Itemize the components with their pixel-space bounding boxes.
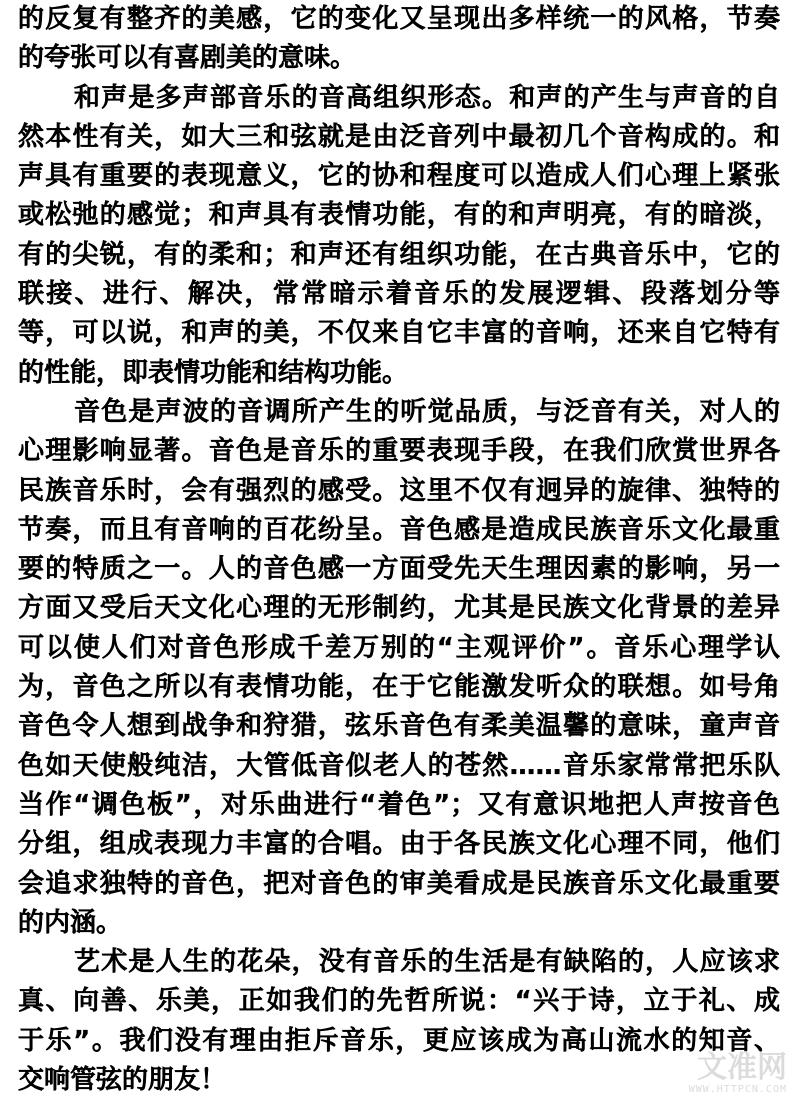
text-line: 的性能，即表情功能和结构功能。	[18, 357, 409, 388]
paragraph	[18, 79, 780, 393]
text-line: 声具有重要的表现意义，它的协和程度可以造成人们心理上紧张	[18, 161, 780, 192]
text-line: 色如天使般纯洁，大管低音似老人的苍然……音乐家常常把乐队	[18, 750, 780, 781]
watermark-logo	[689, 1052, 787, 1095]
text-line: 或松弛的感觉；和声具有表情功能，有的和声明亮，有的暗淡，	[18, 200, 780, 231]
watermark-url: WWW.HTTPCN.COM	[688, 1084, 787, 1095]
text-line: 节奏，而且有音响的百花纷呈。音色感是造成民族音乐文化最重	[18, 514, 780, 545]
text-line: 真、向善、乐美，正如我们的先哲所说：“兴于诗，立于礼、成	[18, 986, 780, 1017]
paragraph	[18, 0, 780, 79]
text-line: 和声是多声部音乐的音高组织形态。和声的产生与声音的自	[74, 82, 780, 113]
text-line: 会追求独特的音色，把对音色的审美看成是民族音乐文化最重要	[18, 868, 780, 899]
text-line: 于乐”。我们没有理由拒斥音乐，更应该成为高山流水的知音、	[18, 1025, 780, 1056]
text-line: 民族音乐时，会有强烈的感受。这里不仅有迥异的旋律、独特的	[18, 475, 780, 506]
paragraph	[18, 943, 780, 1100]
text-line: 交响管弦的朋友！	[18, 1065, 227, 1096]
text-line: 等，可以说，和声的美，不仅来自它丰富的音响，还来自它特有	[18, 318, 780, 349]
text-line: 为，音色之所以有表情功能，在于它能激发听众的联想。如号角	[18, 672, 780, 703]
text-line: 音色是声波的音调所产生的听觉品质，与泛音有关，对人的	[74, 396, 780, 427]
paragraph	[18, 393, 780, 943]
document-body	[18, 0, 780, 1100]
text-line: 可以使人们对音色形成千差万别的“主观评价”。音乐心理学认	[18, 632, 780, 663]
text-line: 艺术是人生的花朵，没有音乐的生活是有缺陷的，人应该求	[74, 947, 780, 978]
text-line: 要的特质之一。人的音色感一方面受先天生理因素的影响，另一	[18, 554, 780, 585]
text-line: 当作“调色板”，对乐曲进行“着色”；又有意识地把人声按音色	[18, 789, 780, 820]
text-line: 心理影响显著。音色是音乐的重要表现手段，在我们欣赏世界各	[18, 436, 780, 467]
text-line: 音色令人想到战争和狩猎，弦乐音色有柔美温馨的意味，童声音	[18, 711, 780, 742]
text-line: 的内涵。	[18, 907, 123, 938]
text-line: 然本性有关，如大三和弦就是由泛音列中最初几个音构成的。和	[18, 121, 780, 152]
text-line: 的反复有整齐的美感，它的变化又呈现出多样统一的风格，节奏	[18, 4, 780, 34]
text-line: 方面又受后天文化心理的无形制约，尤其是民族文化背景的差异	[18, 593, 780, 624]
text-line: 联接、进行、解决，常常暗示着音乐的发展逻辑、段落划分等	[18, 279, 780, 310]
text-line: 有的尖锐，有的柔和；和声还有组织功能，在古典音乐中，它的	[18, 239, 780, 270]
text-line: 的夸张可以有喜剧美的意味。	[18, 43, 357, 74]
watermark-name: 文准网	[697, 1050, 787, 1085]
text-line: 分组，组成表现力丰富的合唱。由于各民族文化心理不同，他们	[18, 829, 780, 860]
